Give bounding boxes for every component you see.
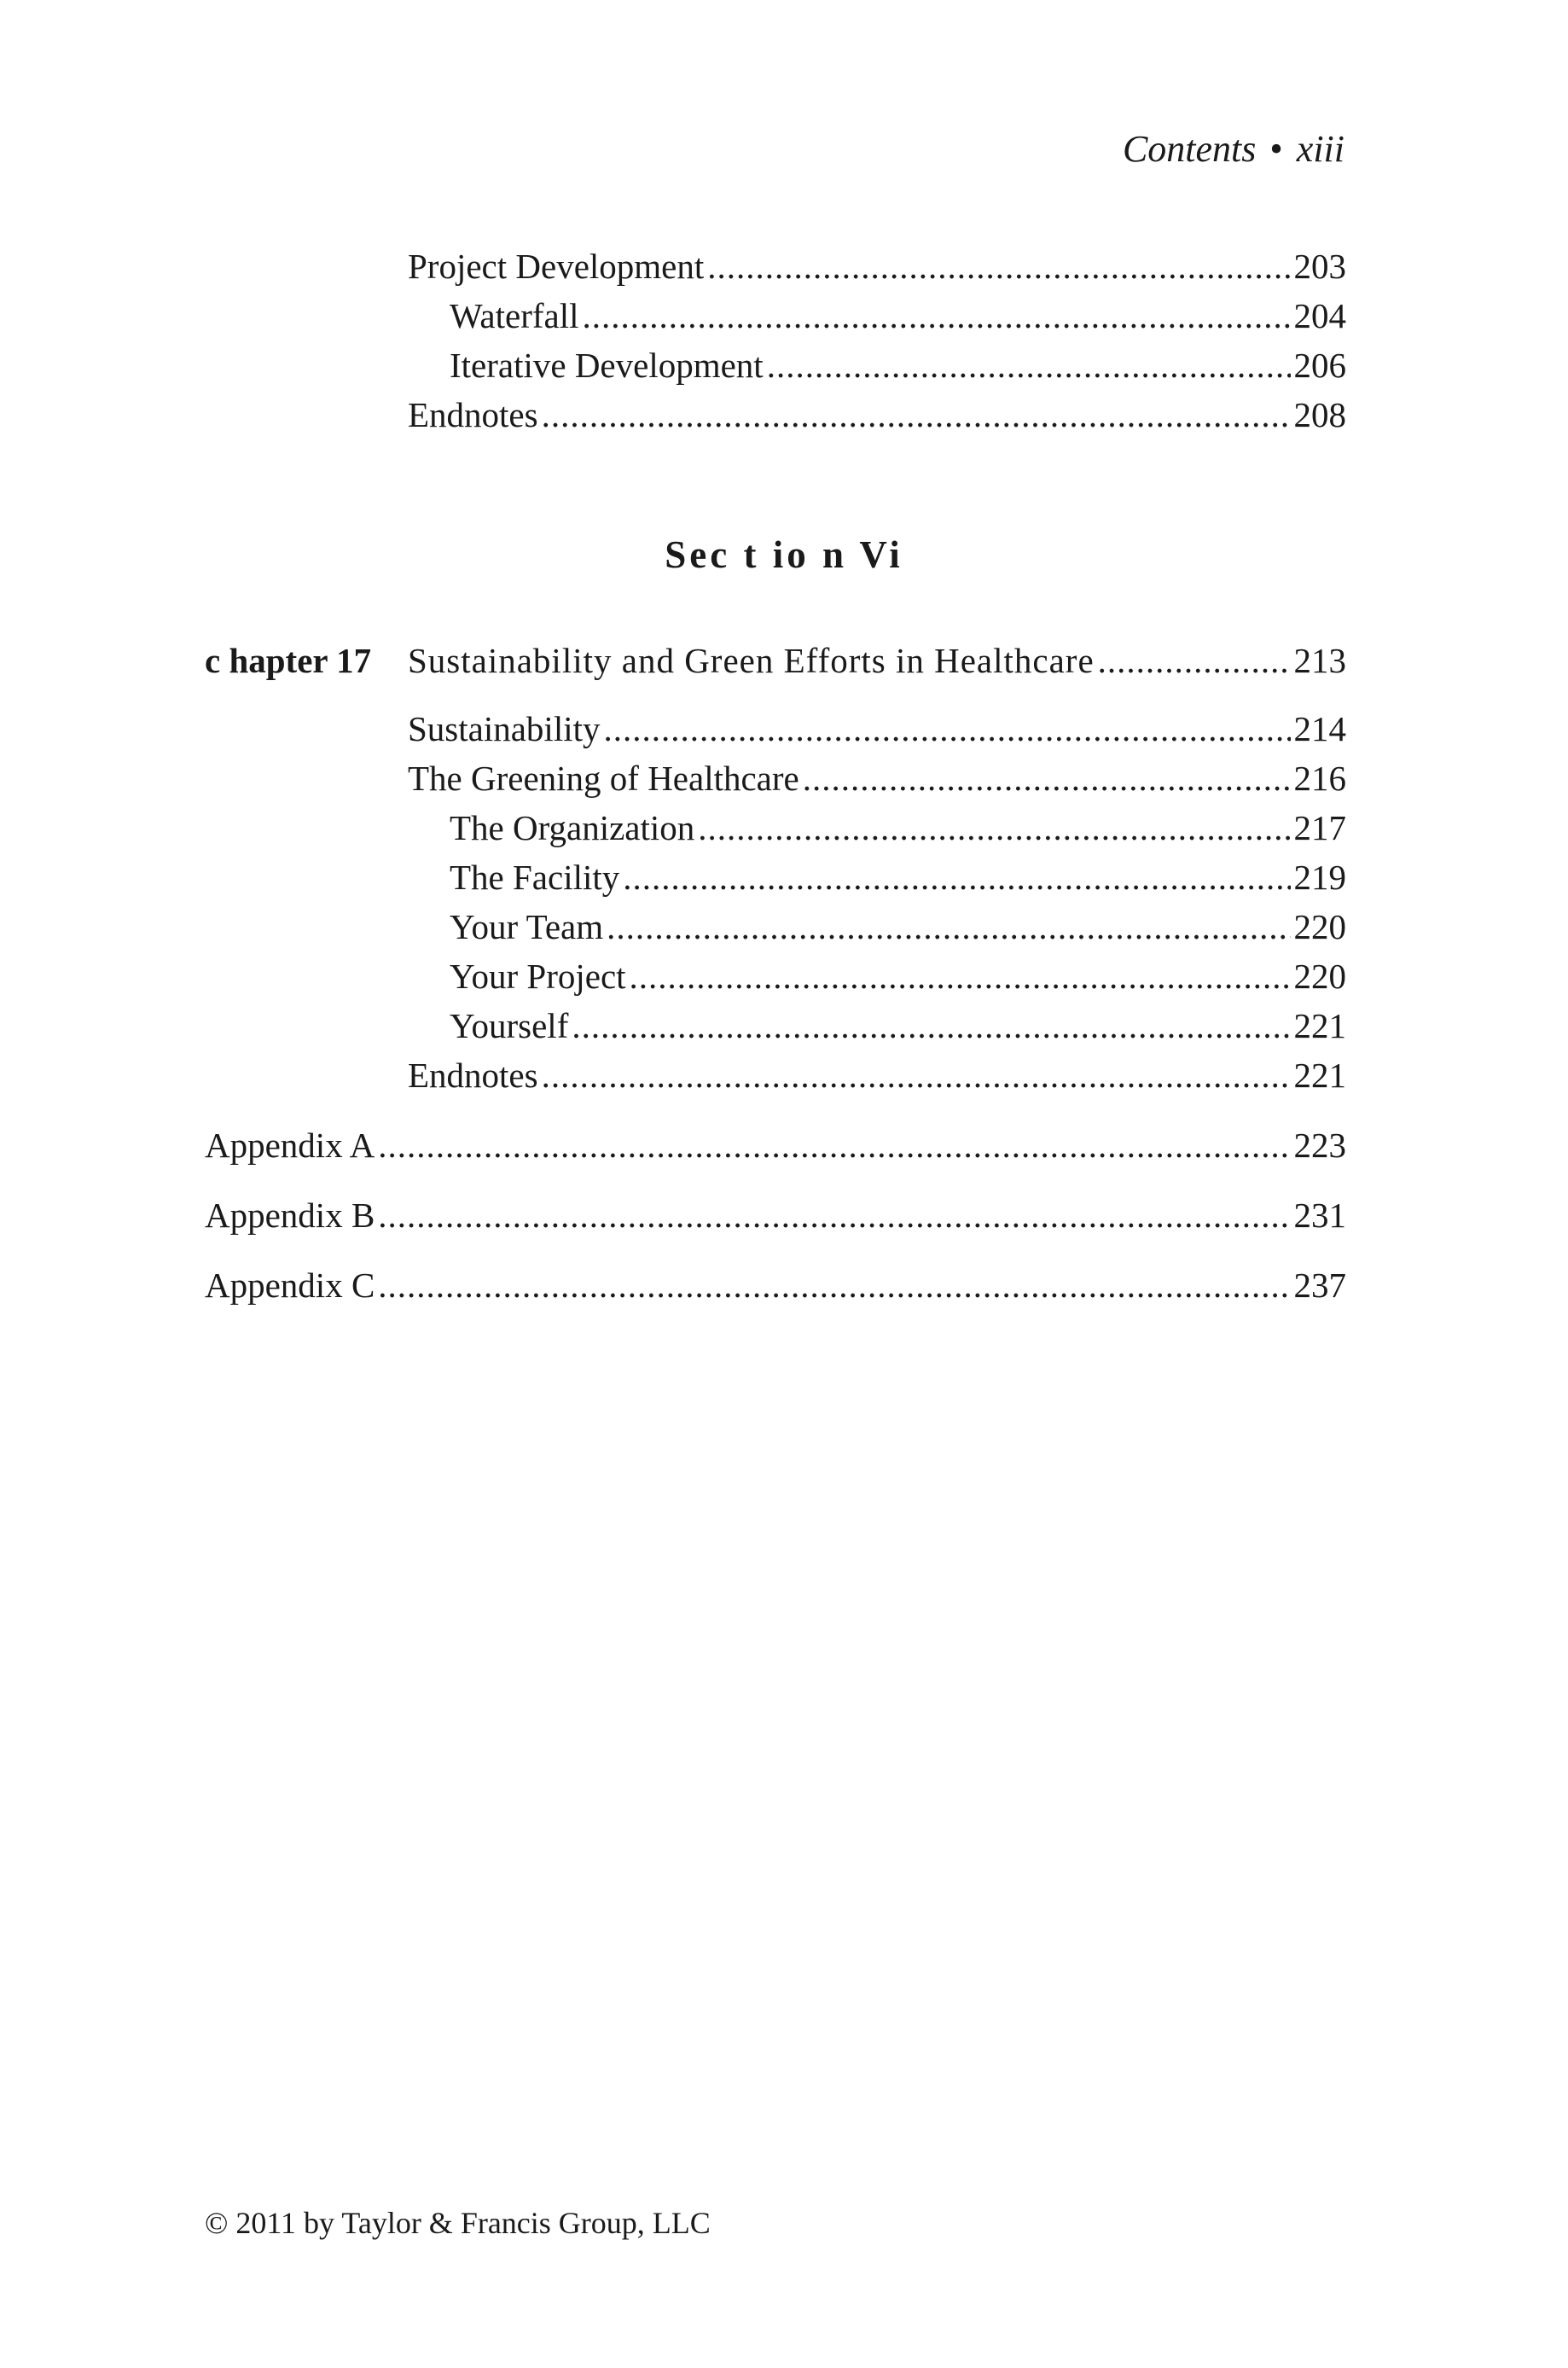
dot-leader (583, 291, 1291, 340)
toc-entry-title: Sustainability (408, 709, 601, 748)
dot-leader (378, 1190, 1290, 1240)
toc-entry-title: Your Team (450, 907, 604, 946)
toc-entry (408, 753, 1346, 803)
dot-leader (630, 951, 1291, 1001)
toc-entry-page: 221 (1293, 1006, 1346, 1045)
toc-entry-title: Iterative Development (450, 346, 764, 385)
toc-entry-page: 208 (1293, 395, 1346, 434)
dot-leader (542, 390, 1291, 439)
appendix-page: 237 (1293, 1265, 1346, 1305)
dot-leader (623, 852, 1290, 902)
appendix-page: 231 (1293, 1196, 1346, 1235)
toc-entry (450, 340, 1346, 390)
toc-entry-page: 220 (1293, 957, 1346, 996)
appendix-entry (205, 1260, 1346, 1310)
appendix-title: Appendix A (205, 1126, 375, 1165)
appendix-entry (205, 1190, 1346, 1240)
toc-entry-page: 219 (1293, 858, 1346, 897)
toc-entry-title: Your Project (450, 957, 626, 996)
appendix-title: Appendix C (205, 1265, 375, 1305)
toc-entry-title: The Greening of Healthcare (408, 759, 799, 798)
toc-entry (408, 390, 1346, 439)
copyright-notice: © 2011 by Taylor & Francis Group, LLC (205, 2206, 711, 2240)
toc-entry (450, 902, 1346, 951)
chapter-page: 213 (1293, 641, 1346, 680)
dot-leader (607, 902, 1290, 951)
running-head (1123, 124, 1344, 175)
toc-entry-page: 217 (1293, 808, 1346, 847)
appendix-title: Appendix B (205, 1196, 375, 1235)
dot-leader (767, 340, 1291, 390)
appendix-page: 223 (1293, 1126, 1346, 1165)
toc-entry-title: The Facility (450, 858, 620, 897)
dot-leader (803, 753, 1291, 803)
toc-entry-page: 204 (1293, 296, 1346, 335)
dot-leader (572, 1001, 1290, 1050)
dot-leader (698, 803, 1290, 852)
toc-entry-page: 221 (1293, 1056, 1346, 1095)
toc-entry-title: Waterfall (450, 296, 579, 335)
chapter-label: c hapter 17 (205, 641, 372, 680)
section-heading: Sec t io n Vi (665, 533, 903, 576)
toc-entry (450, 291, 1346, 340)
dot-leader (378, 1260, 1290, 1310)
running-head-title: Contents (1122, 128, 1257, 170)
toc-entry (408, 241, 1346, 291)
toc-entry-title: The Organization (450, 808, 695, 847)
running-head-separator: • (1269, 128, 1283, 170)
toc-entry (450, 951, 1346, 1001)
toc-entry-title: Endnotes (408, 395, 538, 434)
toc-entry (408, 1050, 1346, 1100)
chapter-entry (408, 636, 1346, 685)
toc-entry (450, 852, 1346, 902)
toc-entry (450, 803, 1346, 852)
dot-leader (542, 1050, 1291, 1100)
toc-entry-page: 203 (1293, 247, 1346, 286)
dot-leader (604, 704, 1291, 753)
running-head-page-number: xiii (1296, 128, 1344, 170)
appendix-entry (205, 1120, 1346, 1170)
toc-entry-title: Endnotes (408, 1056, 538, 1095)
dot-leader (378, 1120, 1290, 1170)
dot-leader (707, 241, 1290, 291)
toc-entry-page: 216 (1293, 759, 1346, 798)
toc-entry-page: 214 (1293, 709, 1346, 748)
toc-entry-page: 206 (1293, 346, 1346, 385)
toc-entry (408, 704, 1346, 753)
toc-entry-title: Project Development (408, 247, 705, 286)
toc-entry-title: Yourself (450, 1006, 569, 1045)
toc-entry (450, 1001, 1346, 1050)
dot-leader (1098, 636, 1291, 685)
toc-entry-page: 220 (1293, 907, 1346, 946)
chapter-title: Sustainability and Green Efforts in Healthcare (408, 641, 1095, 680)
